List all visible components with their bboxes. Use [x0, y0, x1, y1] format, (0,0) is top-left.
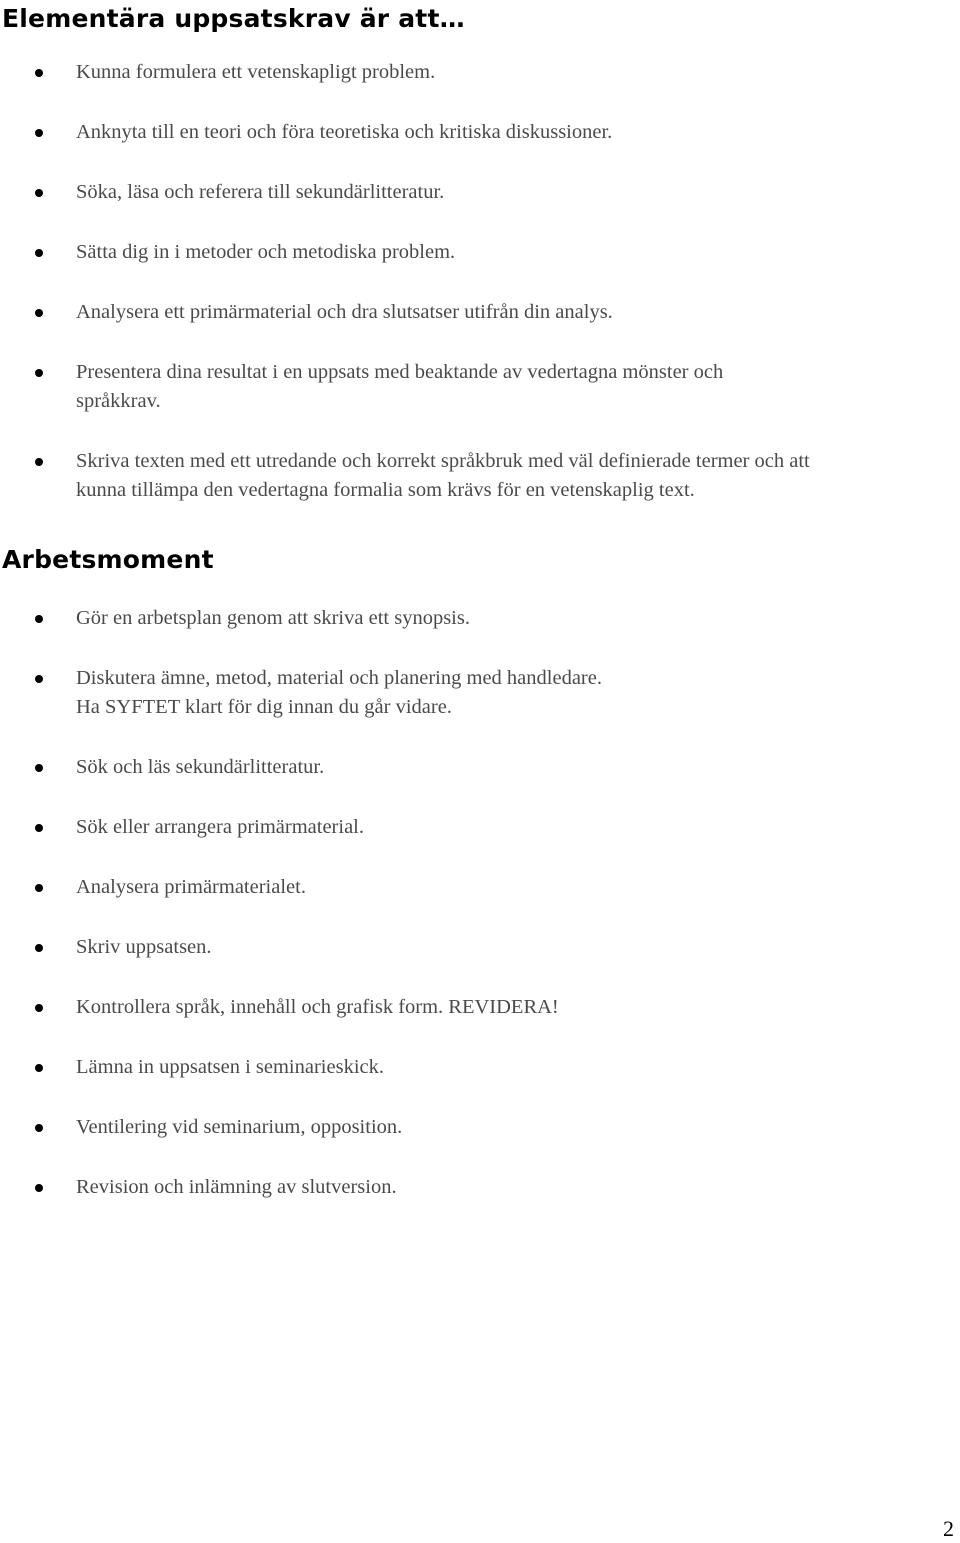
list-item-text-line-2: kunna tillämpa den vedertagna formalia som krävs för en vetenskaplig text.: [76, 479, 695, 501]
list-item: [0, 1173, 960, 1202]
bullet-icon: [35, 189, 43, 197]
bullet-icon: [35, 824, 43, 832]
bullet-icon: [35, 458, 43, 466]
work-steps-list: [0, 604, 960, 1233]
section-heading-work-steps: Arbetsmoment: [2, 545, 214, 574]
list-item: [0, 753, 960, 782]
list-item-text: Sök och läs sekundärlitteratur.: [76, 756, 325, 778]
bullet-icon: [35, 615, 43, 623]
list-item: [0, 298, 960, 327]
list-item-text: Kontrollera språk, innehåll och grafisk form. REVIDERA!: [76, 996, 559, 1018]
bullet-icon: [35, 764, 43, 772]
list-item-text: Gör en arbetsplan genom att skriva ett synopsis.: [76, 607, 470, 629]
bullet-icon: [35, 1004, 43, 1012]
list-item-text: Söka, läsa och referera till sekundärlitteratur.: [76, 181, 445, 203]
list-item-text-line-1: Presentera dina resultat i en uppsats med beaktande av vedertagna mönster och: [76, 361, 724, 383]
list-item-text-line-1: Diskutera ämne, metod, material och planering med handledare.: [76, 667, 602, 689]
bullet-icon: [35, 309, 43, 317]
list-item-text: Kunna formulera ett vetenskapligt problem.: [76, 61, 436, 83]
bullet-icon: [35, 944, 43, 952]
list-item: [0, 1113, 960, 1142]
list-item-text: Lämna in uppsatsen i seminarieskick.: [76, 1056, 384, 1078]
list-item-text: Revision och inlämning av slutversion.: [76, 1176, 397, 1198]
list-item: [0, 58, 960, 87]
page-number: 2: [943, 1516, 954, 1541]
bullet-icon: [35, 69, 43, 77]
list-item: [0, 447, 960, 505]
list-item: [0, 1053, 960, 1082]
bullet-icon: [35, 1064, 43, 1072]
list-item-text-line-2: Ha SYFTET klart för dig innan du går vidare.: [76, 696, 452, 718]
bullet-icon: [35, 675, 43, 683]
list-item: [0, 933, 960, 962]
list-item: [0, 118, 960, 147]
bullet-icon: [35, 1124, 43, 1132]
list-item-text: Sätta dig in i metoder och metodiska problem.: [76, 241, 456, 263]
list-item-text: Sök eller arrangera primärmaterial.: [76, 816, 364, 838]
list-item: [0, 178, 960, 207]
list-item: [0, 813, 960, 842]
section-heading-requirements: Elementära uppsatskrav är att…: [2, 4, 465, 33]
requirements-list: [0, 58, 960, 536]
list-item-text: Anknyta till en teori och föra teoretiska och kritiska diskussioner.: [76, 121, 613, 143]
list-item: [0, 873, 960, 902]
list-item: [0, 664, 960, 722]
bullet-icon: [35, 129, 43, 137]
bullet-icon: [35, 884, 43, 892]
list-item-text: Ventilering vid seminarium, opposition.: [76, 1116, 403, 1138]
list-item-text: Skriv uppsatsen.: [76, 936, 212, 958]
list-item: [0, 238, 960, 267]
bullet-icon: [35, 249, 43, 257]
list-item: [0, 358, 960, 416]
bullet-icon: [35, 369, 43, 377]
list-item-text: Analysera primärmaterialet.: [76, 876, 306, 898]
bullet-icon: [35, 1184, 43, 1192]
list-item-text-line-2: språkkrav.: [76, 390, 161, 412]
list-item-text-line-1: Skriva texten med ett utredande och korrekt språkbruk med väl definierade termer och att: [76, 450, 810, 472]
list-item-text: Analysera ett primärmaterial och dra slutsatser utifrån din analys.: [76, 301, 613, 323]
list-item: [0, 604, 960, 633]
list-item: [0, 993, 960, 1022]
